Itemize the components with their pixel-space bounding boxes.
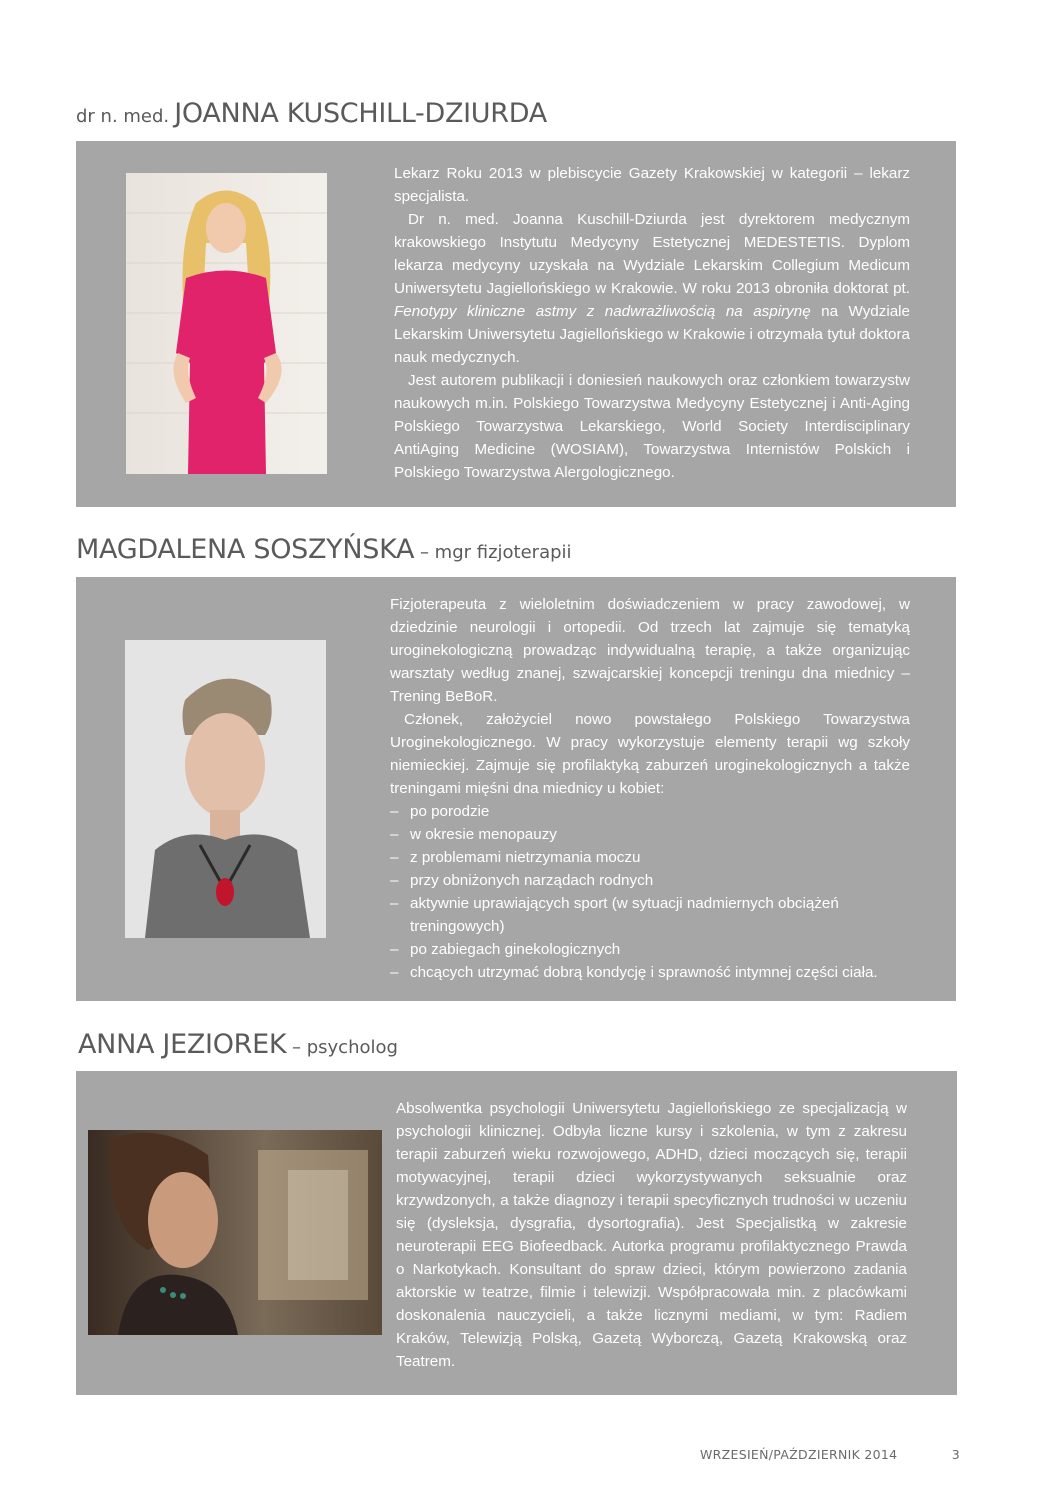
page-number: 3 xyxy=(951,1447,960,1462)
portrait-photo-soszynska xyxy=(125,640,326,938)
heading-name: JOANNA KUSCHILL-DZIURDA xyxy=(174,98,547,129)
bio-paragraph: Fizjoterapeuta z wieloletnim doświadczeniem w pracy zawodowej, w dziedzinie neurologii i ortopedii. Od trzech lat zajmuje się tematyką uroginekologiczną prowadząc indywidualną terapię, a także organizując warsztaty według znanej, szwajcarskiej koncepcji treningu dna miednicy – Trening BeBoR. xyxy=(390,596,910,705)
bio-paragraph xyxy=(394,208,910,369)
section-heading-kuschill xyxy=(76,98,547,129)
section-heading-jeziorek xyxy=(78,1029,398,1060)
heading-name: MAGDALENA SOSZYŃSKA xyxy=(76,534,415,565)
portrait-photo-jeziorek xyxy=(88,1130,382,1335)
list-item: – przy obniżonych narządach rodnych xyxy=(390,869,910,892)
heading-prefix: dr n. med. xyxy=(76,106,170,127)
list-item: – chcących utrzymać dobrą kondycję i sprawność intymnej części ciała. xyxy=(390,961,910,984)
bio-paragraph: Absolwentka psychologii Uniwersytetu Jagiellońskiego ze specjalizacją w psychologii klinicznej. Odbyła liczne kursy i szkolenia, w tym z zakresu terapii zaburzeń wieku rozwojowego, ADHD, dzieci moczących się, terapii motywacyjnej, terapii dzieci wykorzystywanych seksualnie oraz krzywdzonych, a także diagnozy i terapii specyficznych trudności w uczeniu się (dysleksja, dysgrafia, dysortografia). Jest Specjalistką w zakresie neuroterapii EEG Biofeedback. Autorka programu profilaktycznego Prawda o Narkotykach. Konsultant do spraw dzieci, którym powierzono zadania aktorskie w teatrze, filmie i telewizji. Współpracowała min. z placówkami doskonalenia nauczycieli, a także licznymi mediami, w tym: Radiem Kraków, Telewizją Polską, Gazetą Wyborczą, Gazetą Krakowską oraz Teatrem. xyxy=(396,1100,907,1370)
list-item: – z problemami nietrzymania moczu xyxy=(390,846,910,869)
page-footer xyxy=(700,1447,960,1462)
bio-text-jeziorek xyxy=(396,1097,907,1373)
bio-text-kuschill xyxy=(394,162,910,484)
bio-text-span: na Wydziale Lekarskim Uniwersytetu Jagiellońskiego w Krakowie i otrzymała tytuł doktora nauk medycznych. xyxy=(394,303,910,366)
heading-suffix: – psycholog xyxy=(286,1037,398,1058)
bio-paragraph: Jest autorem publikacji i doniesień naukowych oraz członkiem towarzystw naukowych m.in. Polskiego Towarzystwa Medycyny Estetycznej i Anti-Aging Polskiego Towarzystwa Lekarskiego, World Society Interdisciplinary AntiAging Medicine (WOSIAM), Towarzystwa Internistów Polskich i Polskiego Towarzystwa Alergologicznego. xyxy=(394,372,910,481)
bio-paragraph: Członek, założyciel nowo powstałego Polskiego Towarzystwa Uroginekologicznego. W pracy wykorzystuje elementy terapii wg szkoły niemieckiej. Zajmuje się profilaktyką zaburzeń uroginekologicznych a także treningami mięśni dna miednicy u kobiet: xyxy=(390,711,910,797)
bio-text-span: Dr n. med. Joanna Kuschill-Dziurda jest dyrektorem medycznym krakowskiego Instytutu Medycyny Estetycznej MEDESTETIS. Dyplom lekarza medycyny uzyskała na Wydziale Lekarskim Collegium Medicum Uniwersytetu Jagiellońskiego w Krakowie. W roku 2013 obroniła doktorat pt. xyxy=(394,211,910,297)
patient-group-list xyxy=(390,800,910,984)
bio-paragraph: Lekarz Roku 2013 w plebiscycie Gazety Krakowskiej w kategorii – lekarz specjalista. xyxy=(394,165,910,205)
list-item: – aktywnie uprawiających sport (w sytuacji nadmiernych obciążeń treningowych) xyxy=(390,892,910,938)
heading-suffix: – mgr fizjoterapii xyxy=(414,542,572,563)
issue-date: WRZESIEŃ/PAŹDZIERNIK 2014 xyxy=(700,1447,898,1462)
portrait-photo-kuschill xyxy=(126,173,327,474)
list-item: – w okresie menopauzy xyxy=(390,823,910,846)
section-heading-soszynska xyxy=(76,534,572,565)
list-item: – po zabiegach ginekologicznych xyxy=(390,938,910,961)
heading-name: ANNA JEZIOREK xyxy=(78,1029,287,1060)
thesis-title: Fenotypy kliniczne astmy z nadwrażliwością na aspirynę xyxy=(394,303,811,320)
bio-text-soszynska xyxy=(390,593,910,984)
list-item: – po porodzie xyxy=(390,800,910,823)
